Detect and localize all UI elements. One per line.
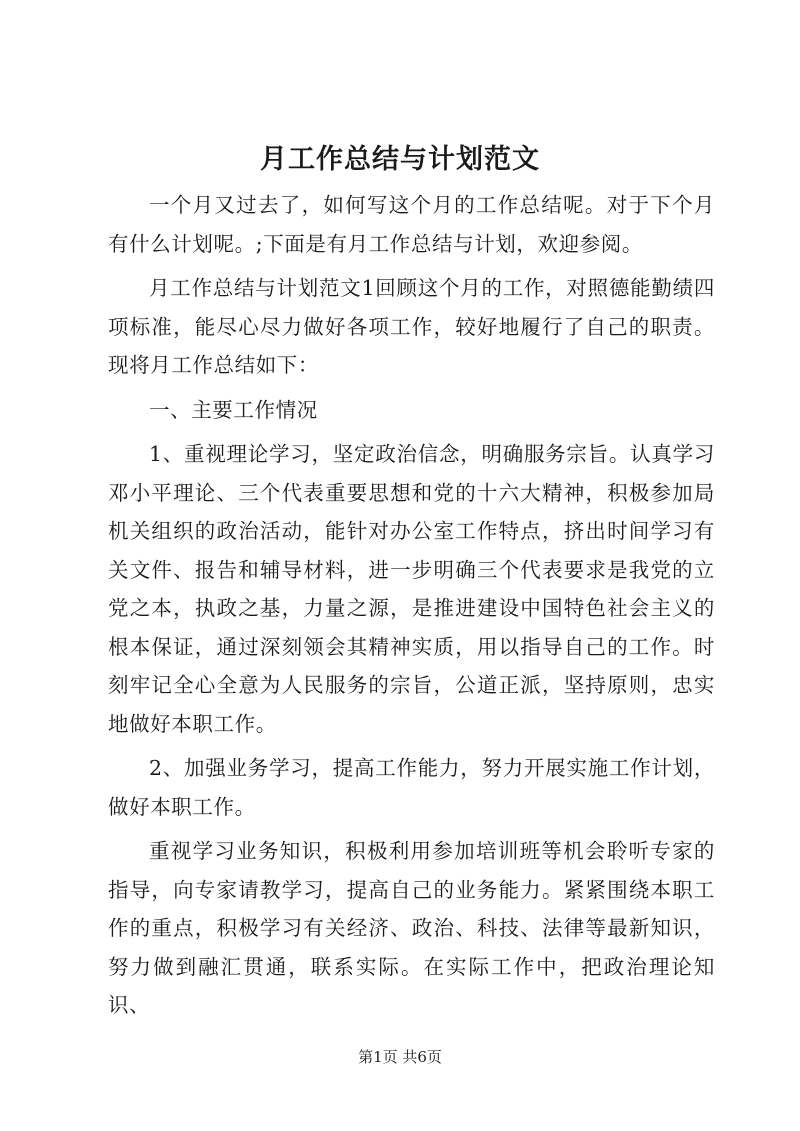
paragraph-knowledge: 重视学习业务知识，积极利用参加培训班等机会聆听专家的指导，向专家请教学习，提高自己的业务能力。紧紧围绕本职工作的重点，积极学习有关经济、政治、科技、法律等最新知识，努力做到融汇贯通，联系实际。在实际工作中，把政治理论知识、 <box>108 839 715 1017</box>
page-footer: 第1页 共6页 <box>358 1048 442 1066</box>
paragraph-business-study: 2、加强业务学习，提高工作能力，努力开展实施工作计划，做好本职工作。 <box>108 756 715 819</box>
document-body <box>108 186 715 1031</box>
paragraph-intro: 一个月又过去了，如何写这个月的工作总结呢。对于下个月有什么计划呢。;下面是有月工作总结与计划，欢迎参阅。 <box>108 193 715 256</box>
section-heading: 一、主要工作情况 <box>149 397 318 422</box>
document-title: 月工作总结与计划范文 <box>260 144 540 175</box>
paragraph-review: 月工作总结与计划范文1回顾这个月的工作，对照德能勤绩四项标准，能尽心尽力做好各项工作，较好地履行了自己的职责。现将月工作总结如下： <box>108 276 715 377</box>
paragraph-theory-study: 1、重视理论学习，坚定政治信念，明确服务宗旨。认真学习邓小平理论、三个代表重要思想和党的十六大精神，积极参加局机关组织的政治活动，能针对办公室工作特点，挤出时间学习有关文件、报告和辅导材料，进一步明确三个代表要求是我党的立党之本，执政之基，力量之源，是推进建设中国特色社会主义的根本保证，通过深刻领会其精神实质，用以指导自己的工作。时刻牢记全心全意为人民服务的宗旨，公道正派，坚持原则，忠实地做好本职工作。 <box>108 442 715 736</box>
